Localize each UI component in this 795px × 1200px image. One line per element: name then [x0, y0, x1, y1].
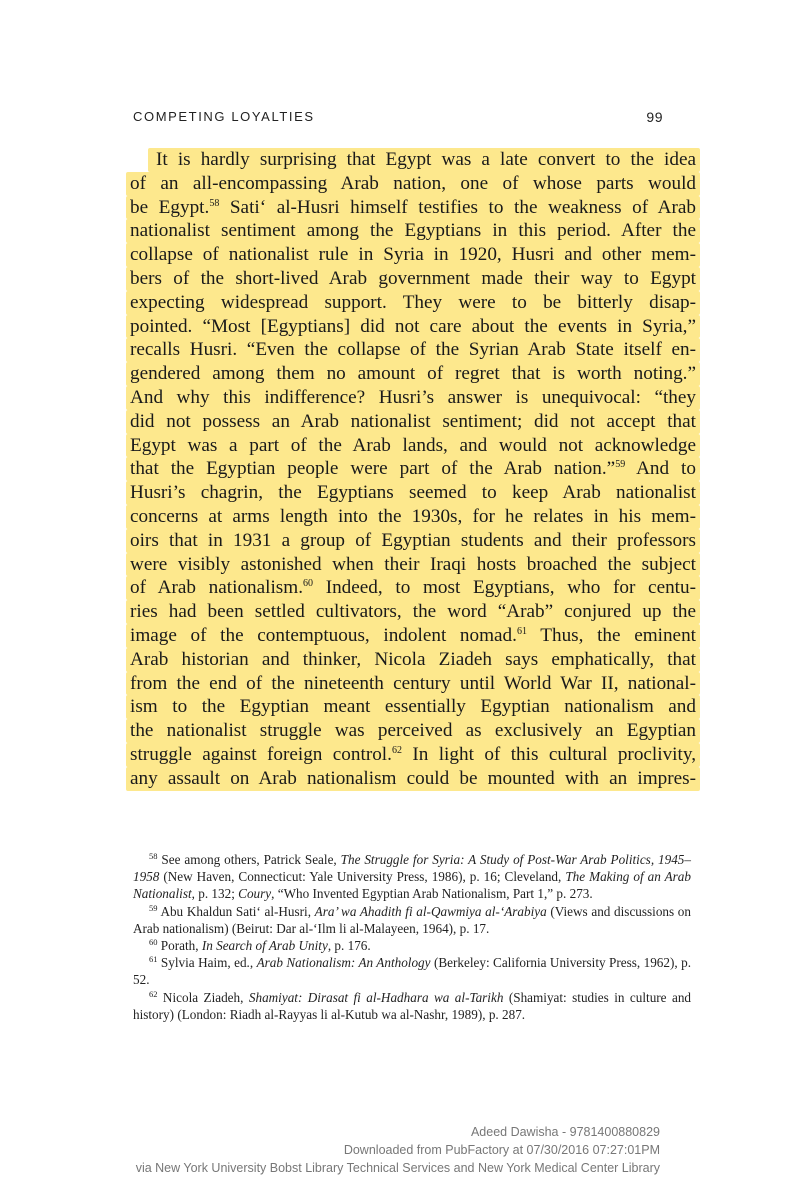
- footnote-text: Abu Khaldun Sati‘ al-Husri,: [157, 903, 315, 919]
- body-line: [130, 362, 696, 386]
- body-line: [130, 505, 696, 529]
- footnote-title: In Search of Arab Unity: [201, 938, 328, 954]
- highlighted-text: oirs that in 1931 a group of Egyptian students and their professors: [126, 529, 700, 553]
- footnote: [133, 954, 691, 988]
- footnote-text: Porath,: [157, 938, 202, 954]
- highlighted-text: recalls Husri. “Even the collapse of the Syrian Arab State itself en-: [126, 338, 700, 362]
- highlighted-text: were visibly astonished when their Iraqi hosts broached the subject: [126, 553, 700, 577]
- footnote-number: 62: [149, 988, 158, 999]
- watermark-line-author: Adeed Dawisha - 9781400880829: [470, 1125, 660, 1139]
- highlighted-text: expecting widespread support. They were to be bitterly disap-: [126, 291, 700, 315]
- footnote-title: The Making of an Arab Nationalist: [133, 869, 691, 902]
- body-line: [130, 529, 696, 553]
- body-line: [130, 695, 696, 719]
- highlighted-text: the nationalist struggle was perceived as exclusively an Egyptian: [126, 719, 700, 743]
- body-line: [130, 767, 696, 791]
- highlighted-text: be Egypt.$^{58}$ Sati‘ al-Husri himself testifies to the weakness of Arab: [126, 196, 700, 220]
- footnote: [133, 989, 691, 1023]
- highlighted-text: And why this indifference? Husri’s answer is unequivocal: “they: [126, 386, 700, 410]
- footnote-number: 60: [149, 937, 158, 948]
- body-line: [130, 172, 696, 196]
- body-line: [130, 148, 696, 172]
- footnote-text: Nicola Ziadeh,: [157, 989, 249, 1005]
- footnote-text: (Berkeley: California University Press, 1962), p. 52.: [133, 955, 691, 988]
- footnote: [133, 903, 691, 937]
- highlighted-text: of Arab nationalism.$^{60}$ Indeed, to most Egyptians, who for centu-: [126, 576, 700, 600]
- body-line: [130, 196, 696, 220]
- footnote-text: , p. 176.: [327, 938, 371, 954]
- highlighted-text: of an all-encompassing Arab nation, one of whose parts would: [126, 172, 700, 196]
- footnote-title: The Struggle for Syria: A Study of Post-War Arab Politics, 1945–1958: [133, 852, 691, 885]
- page-number: 99: [646, 109, 663, 125]
- body-line: [130, 410, 696, 434]
- highlighted-text: bers of the short-lived Arab government made their way to Egypt: [126, 267, 700, 291]
- body-line: [130, 481, 696, 505]
- footnote-reference[interactable]: 59: [615, 459, 626, 471]
- body-line: [130, 719, 696, 743]
- footnote-number: 59: [149, 902, 158, 913]
- footnote-number: 61: [149, 954, 158, 965]
- highlighted-text: struggle against foreign control.$^{62}$ In light of this cultural proclivity,: [126, 743, 700, 767]
- highlighted-text: gendered among them no amount of regret that is worth noting.”: [126, 362, 700, 386]
- body-line: [130, 291, 696, 315]
- footnote-reference[interactable]: 60: [303, 578, 313, 590]
- footnote-text: , “Who Invented Egyptian Arab Nationalism, Part 1,” p. 273.: [271, 886, 593, 902]
- running-head: [133, 109, 663, 124]
- highlighted-text: that the Egyptian people were part of the Arab nation.”$^{59}$ And to: [126, 457, 700, 481]
- footnotes-section: [133, 851, 691, 1023]
- body-line: [130, 267, 696, 291]
- main-text-block: [130, 148, 696, 791]
- highlighted-text: concerns at arms length into the 1930s, for he relates in his mem-: [126, 505, 700, 529]
- footnote-reference[interactable]: 58: [209, 197, 220, 209]
- footnote-text: See among others, Patrick Seale,: [157, 852, 341, 867]
- footnote-text: , p. 132;: [191, 886, 239, 902]
- footnote-text: (Views and discussions on Arab nationalism) (Beirut: Dar al-‘Ilm li al-Malayeen, 1964), p. 17.: [133, 903, 691, 936]
- footnote-text: (Shamiyat: studies in culture and history) (London: Riadh al-Rayyas li al-Kutub wa al-Nashr, 1989), p. 287.: [133, 989, 692, 1022]
- footnote-reference[interactable]: 61: [516, 625, 527, 637]
- watermark-line-library: via New York University Bobst Library Technical Services and New York Medical Center Library: [135, 1161, 660, 1175]
- highlighted-text: image of the contemptuous, indolent nomad.$^{61}$ Thus, the eminent: [126, 624, 700, 648]
- footnote-title: Coury: [238, 886, 272, 902]
- running-title: COMPETING LOYALTIES: [133, 109, 315, 124]
- body-line: [130, 434, 696, 458]
- highlighted-text: Egypt was a part of the Arab lands, and would not acknowledge: [126, 434, 700, 458]
- highlighted-text: pointed. “Most [Egyptians] did not care about the events in Syria,”: [126, 315, 700, 339]
- highlighted-text: ism to the Egyptian meant essentially Egyptian nationalism and: [126, 695, 700, 719]
- body-line: [130, 672, 696, 696]
- body-line: [130, 624, 696, 648]
- footnote-reference[interactable]: 62: [391, 744, 402, 756]
- body-line: [130, 386, 696, 410]
- body-line: [130, 315, 696, 339]
- body-line: [130, 553, 696, 577]
- highlighted-text: any assault on Arab nationalism could be mounted with an impres-: [126, 767, 700, 791]
- body-line: [130, 600, 696, 624]
- body-line: [130, 243, 696, 267]
- body-line: [130, 457, 696, 481]
- footnote: [133, 937, 691, 954]
- highlighted-text: Husri’s chagrin, the Egyptians seemed to keep Arab nationalist: [126, 481, 700, 505]
- footnote-number: 58: [149, 851, 158, 861]
- highlighted-text: from the end of the nineteenth century until World War II, national-: [126, 672, 700, 696]
- footnote: [133, 851, 691, 903]
- highlighted-text: collapse of nationalist rule in Syria in 1920, Husri and other mem-: [126, 243, 700, 267]
- footnote-text: (New Haven, Connecticut: Yale University Press, 1986), p. 16; Cleveland,: [159, 869, 566, 885]
- body-line: [130, 743, 696, 767]
- highlighted-text: nationalist sentiment among the Egyptians in this period. After the: [126, 219, 700, 243]
- body-line: [130, 338, 696, 362]
- download-watermark: [136, 1123, 660, 1177]
- body-line: [130, 219, 696, 243]
- watermark-line-download: Downloaded from PubFactory at 07/30/2016 07:27:01PM: [343, 1143, 660, 1157]
- footnote-title: Ara’ wa Ahadith fi al-Qawmiya al-‘Arabiya: [314, 903, 547, 919]
- footnote-title: Shamiyat: Dirasat fi al-Hadhara wa al-Tarikh: [248, 989, 504, 1005]
- highlighted-text: ries had been settled cultivators, the word “Arab” conjured up the: [126, 600, 700, 624]
- highlighted-text: Arab historian and thinker, Nicola Ziadeh says emphatically, that: [126, 648, 700, 672]
- highlighted-text: did not possess an Arab nationalist sentiment; did not accept that: [126, 410, 700, 434]
- body-line: [130, 648, 696, 672]
- footnote-title: Arab Nationalism: An Anthology: [256, 955, 431, 971]
- footnote-text: Sylvia Haim, ed.,: [157, 955, 257, 971]
- body-line: [130, 576, 696, 600]
- highlighted-text: It is hardly surprising that Egypt was a late convert to the idea: [148, 148, 700, 172]
